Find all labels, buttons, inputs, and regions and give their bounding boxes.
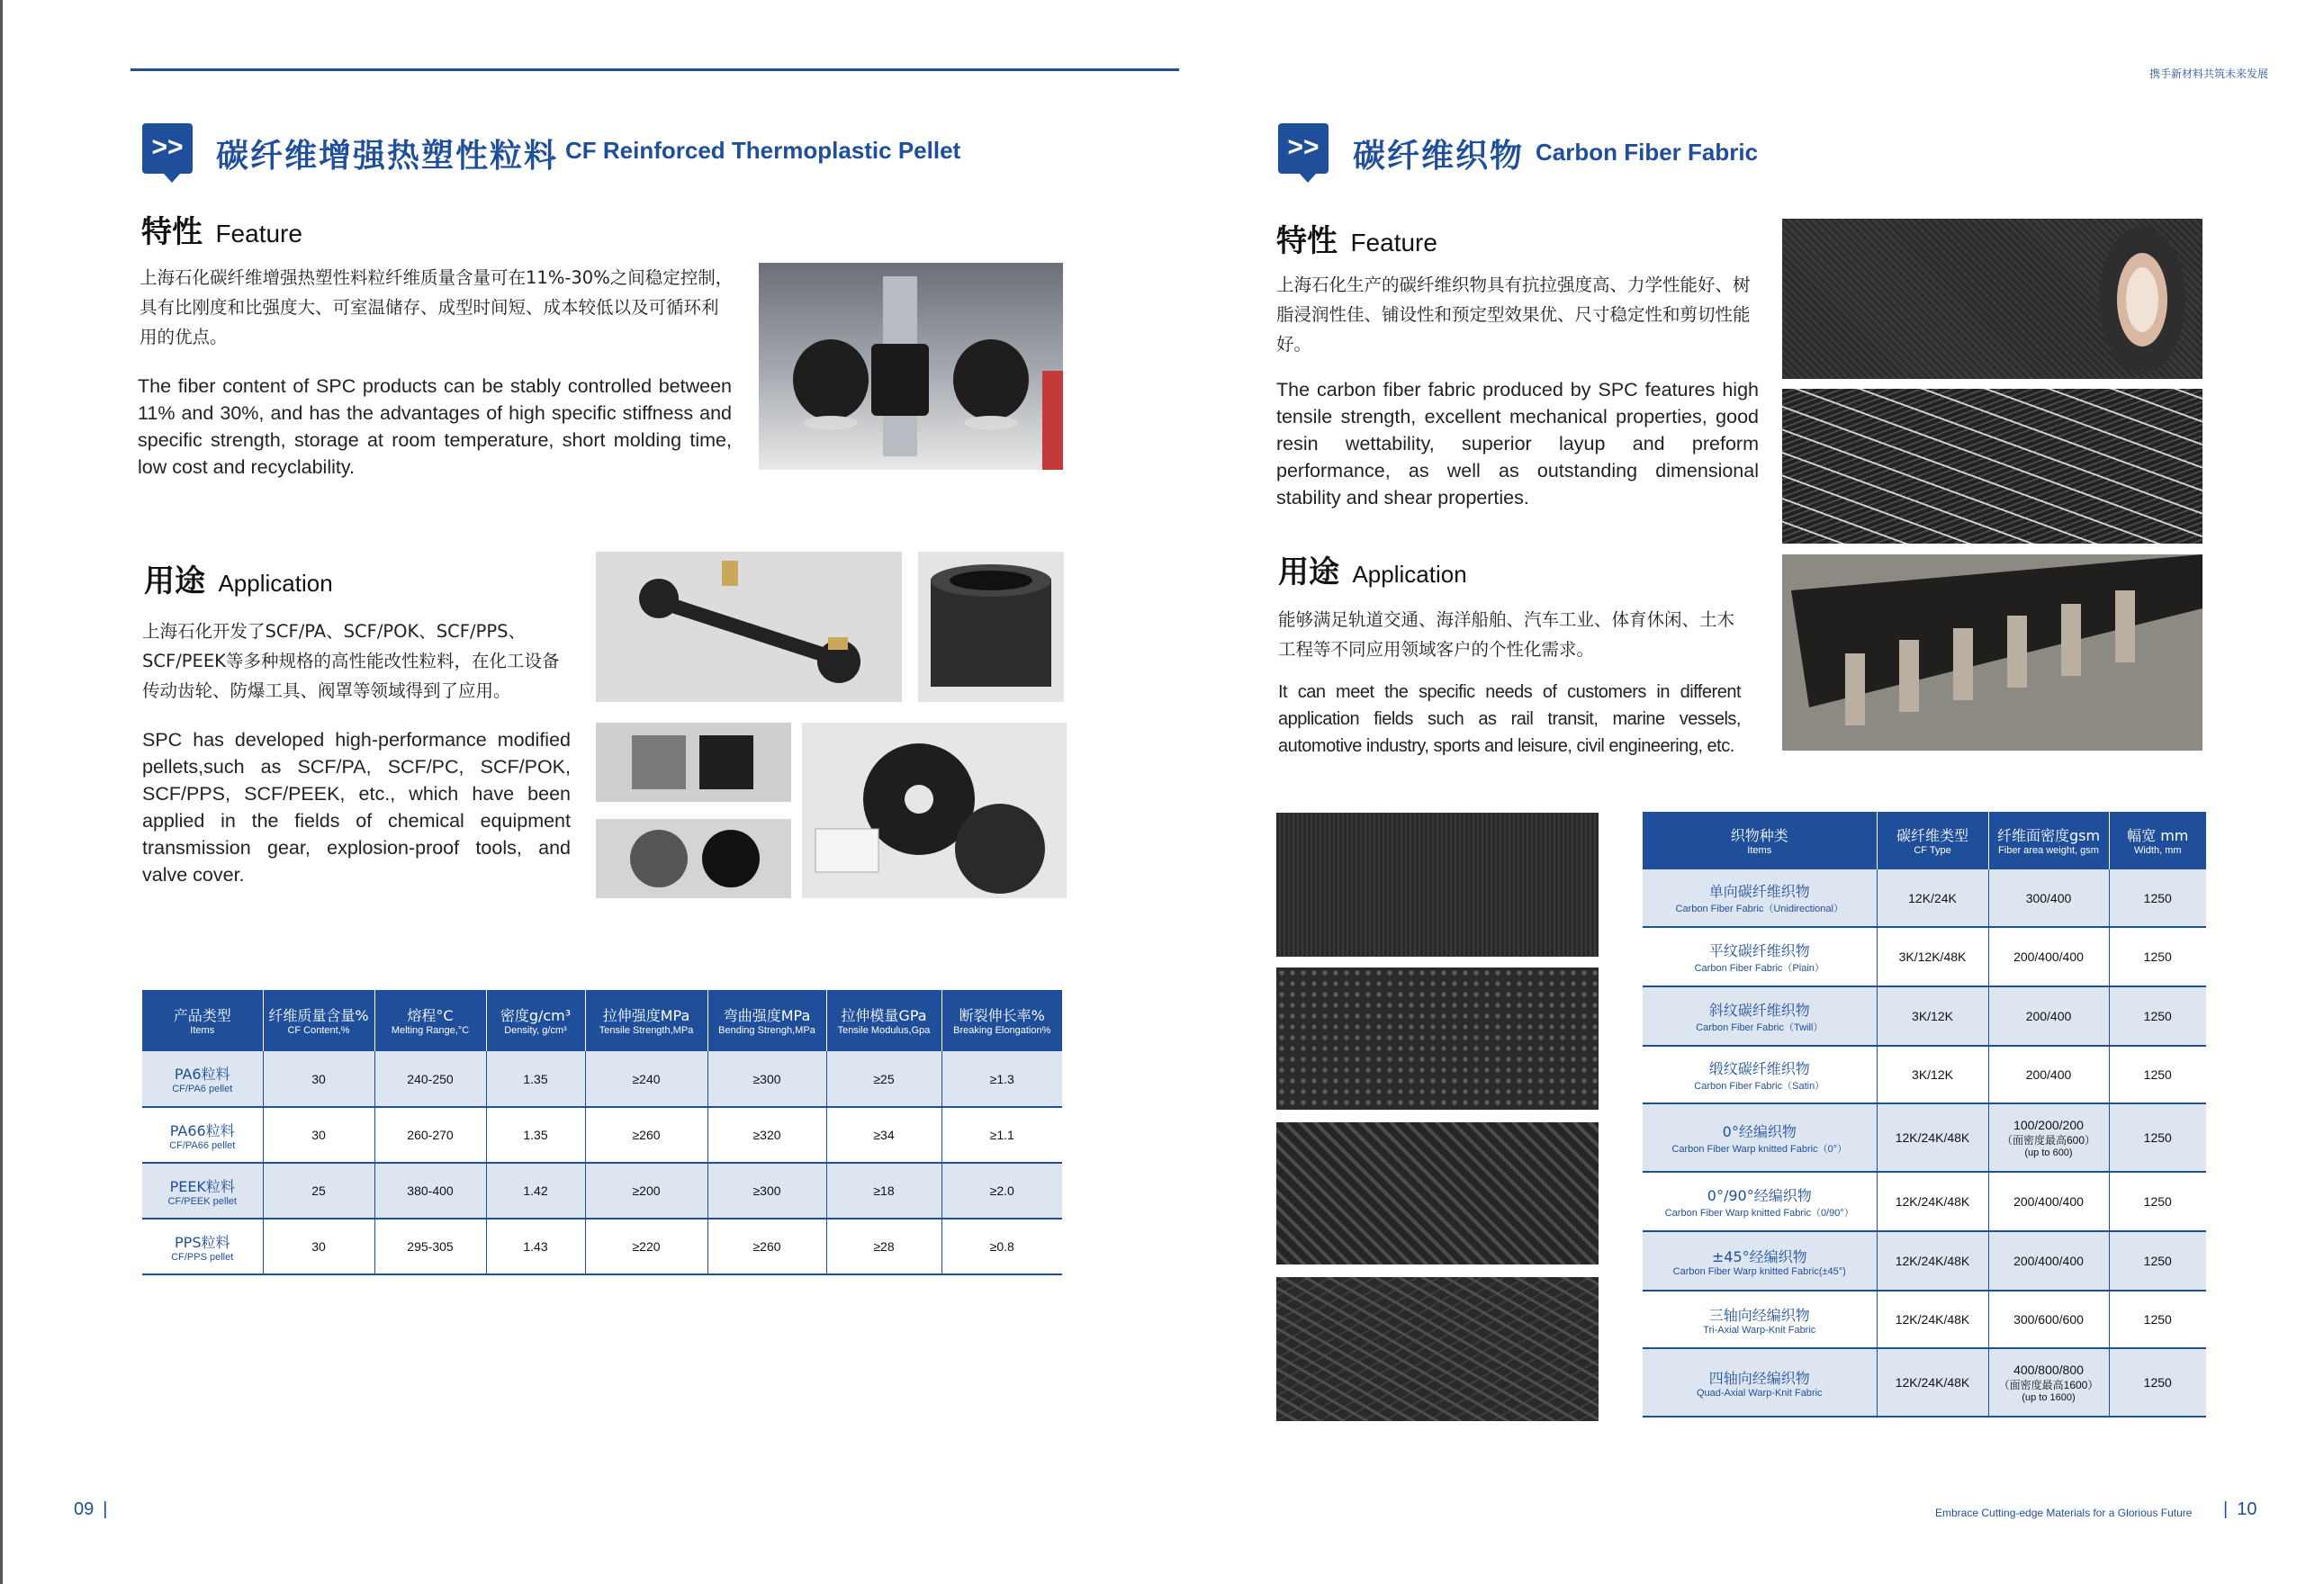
left-feature-text-en: The fiber content of SPC products can be stably controlled between 11% and 30%, and has the advantages of high specific stiffness and specific strength, storage at room temperature, short molding time, low cost and recyclability. <box>138 375 732 478</box>
civil-engineering-photo <box>1782 554 2202 751</box>
left-title-en: CF Reinforced Thermoplastic Pellet <box>565 137 961 164</box>
table-header: 纤维面密度gsm Fiber area weight, gsm <box>1988 812 2109 869</box>
left-application-text-en: SPC has developed high-performance modified pellets,such as SCF/PA, SCF/PC, SCF/POK, SCF/PPS, SCF/PEEK, etc., which have been applied in the fields of chemical equipment transmission gear, explosion-proof tools, and valve cover. <box>142 729 571 886</box>
plain-weave-swatch <box>1276 968 1599 1110</box>
right-application-text-en: It can meet the specific needs of customers in different application fields such as rail transit, marine vessels, automotive industry, sports and leisure, civil engineering, etc. <box>1278 682 1741 756</box>
feature-label-en: Feature <box>1350 229 1437 256</box>
wrench-illustration <box>596 552 902 702</box>
right-feature-heading <box>1276 216 1437 260</box>
footer-slogan: Embrace Cutting-edge Materials for a Glorious Future <box>1935 1507 2193 1519</box>
warp-knit-photo <box>1782 389 2202 544</box>
ball-photo <box>596 819 791 898</box>
application-label-cn: 用途 <box>144 563 205 599</box>
table-row: ±45°经编织物 Carbon Fiber Warp knitted Fabric(±45°) 12K/24K/48K 200/400/400 1250 <box>1643 1231 2206 1291</box>
unidirectional-swatch <box>1276 813 1599 957</box>
gear-illustration <box>802 723 1067 898</box>
table-row: 三轴向经编织物 Tri-Axial Warp-Knit Fabric 12K/24K/48K 300/600/600 1250 <box>1643 1291 2206 1348</box>
right-application-text-cn: 能够满足轨道交通、海洋船舶、汽车工业、体育休闲、土木工程等不同应用领域客户的个性化需求。 <box>1278 609 1735 660</box>
right-page-number: | 10 <box>2223 1499 2257 1519</box>
table-header: 纤维质量含量% CF Content,% <box>263 990 374 1051</box>
table-row: 斜纹碳纤维织物 Carbon Fiber Fabric（Twill） 3K/12K 200/400 1250 <box>1643 986 2206 1046</box>
stitch-lines <box>1782 389 2202 544</box>
left-application-heading <box>144 556 333 600</box>
pellet-properties-table <box>142 990 1062 1275</box>
left-page-number: 09 | <box>74 1499 108 1519</box>
fabric-spec-table <box>1643 812 2206 1418</box>
page-number: 10 <box>2237 1499 2257 1519</box>
double-chevron-icon: >> <box>142 123 193 174</box>
table-header: 拉伸强度MPa Tensile Strength,MPa <box>585 990 707 1051</box>
page-number: 09 <box>74 1499 95 1519</box>
table-header: 织物种类 Items <box>1643 812 1877 869</box>
table-row: 单向碳纤维织物 Carbon Fiber Fabric（Unidirectional） 12K/24K 300/400 1250 <box>1643 869 2206 927</box>
roll-illustration <box>1782 219 2202 379</box>
table-row: 四轴向经编织物 Quad-Axial Warp-Knit Fabric 12K/24K/48K 400/800/800 （面密度最高1600） (up to 1600) 1250 <box>1643 1348 2206 1417</box>
table-row: 0°经编织物 Carbon Fiber Warp knitted Fabric（0°） 12K/24K/48K 100/200/200 （面密度最高600） (up to 600) 1250 <box>1643 1103 2206 1172</box>
table-header-row <box>1643 812 2206 869</box>
table-row: PPS粒料 CF/PPS pellet 30 295-305 1.43 ≥220 ≥260 ≥28 ≥0.8 <box>142 1219 1062 1274</box>
top-rule <box>131 68 1179 71</box>
table-header: 密度g/cm³ Density, g/cm³ <box>486 990 585 1051</box>
left-title-cn: 碳纤维增强热塑性粒料 <box>216 138 559 175</box>
application-label-en: Application <box>218 570 333 597</box>
table-header: 弯曲强度MPa Bending Strengh,MPa <box>707 990 826 1051</box>
feature-label-cn: 特性 <box>141 214 203 250</box>
ball-illustration <box>596 819 791 898</box>
left-feature-heading <box>141 207 302 251</box>
table-header-row <box>142 990 1062 1051</box>
feature-label-cn: 特性 <box>1276 223 1338 259</box>
gear-photo <box>802 723 1067 898</box>
cylinder-photo <box>918 552 1064 702</box>
table-row: PA66粒料 CF/PA66 pellet 30 260-270 1.35 ≥260 ≥320 ≥34 ≥1.1 <box>142 1107 1062 1163</box>
table-row: 平纹碳纤维织物 Carbon Fiber Fabric（Plain） 3K/12K/48K 200/400/400 1250 <box>1643 927 2206 986</box>
right-title-en: Carbon Fiber Fabric <box>1536 139 1759 166</box>
satin-weave-swatch <box>1276 1277 1599 1421</box>
wrench-photo <box>596 552 902 702</box>
bridge-illustration <box>1782 554 2202 751</box>
application-label-cn: 用途 <box>1278 554 1339 590</box>
table-header: 拉伸模量GPa Tensile Modulus,Gpa <box>826 990 941 1051</box>
table-header: 断裂伸长率% Breaking Elongation% <box>941 990 1062 1051</box>
fabric-roll-photo <box>1782 219 2202 379</box>
right-feature-text-cn: 上海石化生产的碳纤维织物具有抗拉强度高、力学性能好、树脂浸润性佳、铺设性和预定型效果优、尺寸稳定性和剪切性能好。 <box>1276 274 1751 355</box>
feature-label-en: Feature <box>215 220 302 248</box>
right-application-heading <box>1278 547 1467 591</box>
table-header: 熔程°C Melting Range,°C <box>374 990 486 1051</box>
table-row: 缎纹碳纤维织物 Carbon Fiber Fabric（Satin） 3K/12K 200/400 1250 <box>1643 1046 2206 1103</box>
table-header: 碳纤维类型 CF Type <box>1877 812 1988 869</box>
table-row: PEEK粒料 CF/PEEK pellet 25 380-400 1.42 ≥200 ≥300 ≥18 ≥2.0 <box>142 1163 1062 1219</box>
twill-weave-swatch <box>1276 1122 1599 1264</box>
table-header: 产品类型 Items <box>142 990 263 1051</box>
pellet-photo <box>759 263 1063 470</box>
page-edge <box>0 0 3 1584</box>
pellet-illustration <box>759 263 1063 470</box>
header-slogan: 携手新材料共筑未来发展 <box>2148 68 2268 80</box>
cylinder-illustration <box>918 552 1064 702</box>
table-row: 0°/90°经编织物 Carbon Fiber Warp knitted Fabric（0/90°） 12K/24K/48K 200/400/400 1250 <box>1643 1172 2206 1231</box>
right-title-cn: 碳纤维织物 <box>1353 138 1525 175</box>
valve-illustration <box>596 723 791 802</box>
left-application-text-cn: 上海石化开发了SCF/PA、SCF/POK、SCF/PPS、SCF/PEEK等多种规格的高性能改性粒料，在化工设备传动齿轮、防爆工具、阀罩等领域得到了应用。 <box>142 621 560 701</box>
application-label-en: Application <box>1352 561 1467 588</box>
right-feature-text-en: The carbon fiber fabric produced by SPC features high tensile strength, excellent mechanical properties, good resin wettability, superior layup and preform performance, as well as outstanding dimensional stability and shear properties. <box>1276 379 1759 508</box>
table-header: 幅宽 mm Width, mm <box>2109 812 2206 869</box>
table-row: PA6粒料 CF/PA6 pellet 30 240-250 1.35 ≥240 ≥300 ≥25 ≥1.3 <box>142 1051 1062 1107</box>
double-chevron-icon: >> <box>1278 123 1329 174</box>
left-feature-text-cn: 上海石化碳纤维增强热塑性料粒纤维质量含量可在11%-30%之间稳定控制，具有比刚度和比强度大、可室温储存、成型时间短、成本较低以及可循环利用的优点。 <box>140 267 734 347</box>
valve-part-photo <box>596 723 791 802</box>
